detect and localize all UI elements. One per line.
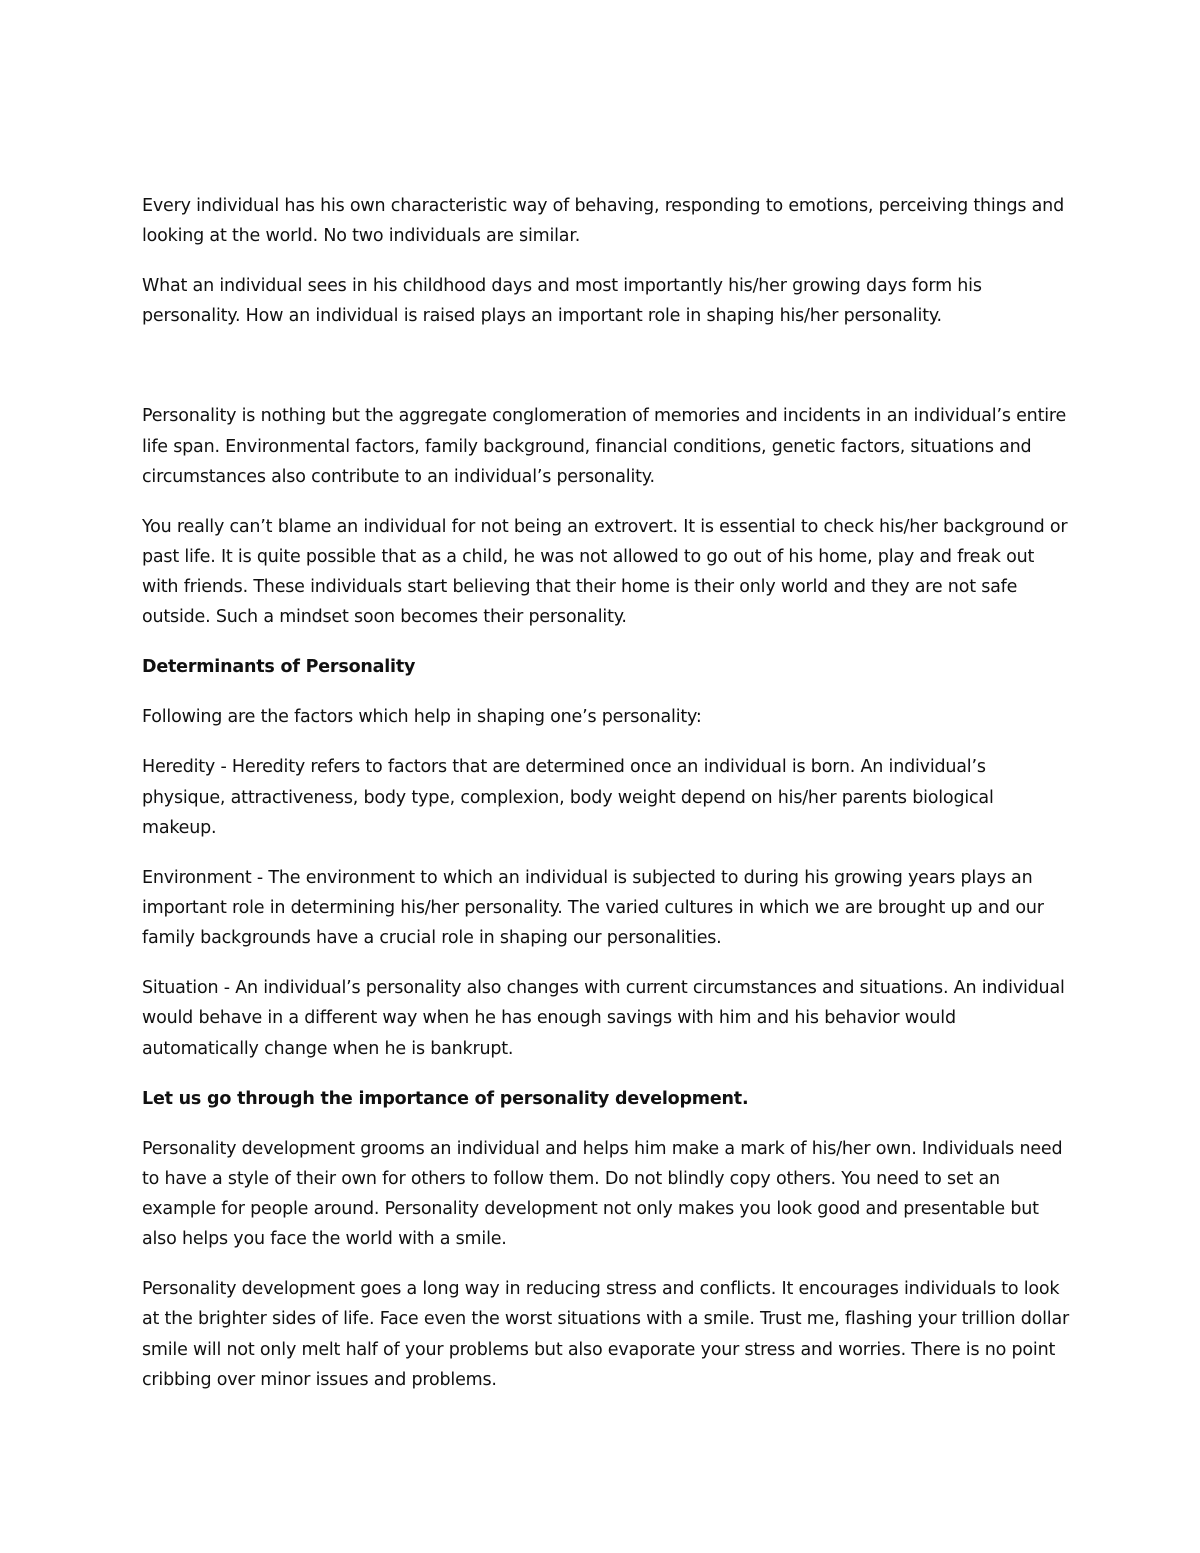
paragraph-stress: Personality development goes a long way in reducing stress and conflicts. It encourages individuals to look at the brighter sides of life. Face even the worst situations with a smile. Trust me, flashing your trillion dollar smile will not only melt half of your problems but also evaporate your stress and worries. There is no point cribbing over minor issues and problems.	[142, 1279, 1069, 1390]
heading-determinants: Determinants of Personality	[142, 657, 416, 678]
document-body	[142, 191, 1072, 1415]
paragraph-extrovert: You really can’t blame an individual for not being an extrovert. It is essential to check his/her background or past life. It is quite possible that as a child, he was not allowed to go out of his home, play and freak out with friends. These individuals start believing that their home is their only world and they are not safe outside. Such a mindset soon becomes their personality.	[142, 516, 1068, 628]
paragraph-intro: Every individual has his own characteristic way of behaving, responding to emotions, perceiving things and looking at the world. No two individuals are similar.	[142, 196, 1064, 247]
paragraph-childhood: What an individual sees in his childhood days and most importantly his/her growing days form his personality. How an individual is raised plays an important role in shaping his/her personality.	[142, 276, 982, 327]
paragraph-definition: Personality is nothing but the aggregate conglomeration of memories and incidents in an individual’s entire life span. Environmental factors, family background, financial conditions, genetic factors, situations and circumstances also contribute to an individual’s personality.	[142, 406, 1067, 487]
paragraph-environment: Environment - The environment to which an individual is subjected to during his growing years plays an important role in determining his/her personality. The varied cultures in which we are brought up and our family backgrounds have a crucial role in shaping our personalities.	[142, 867, 1044, 949]
heading-importance: Let us go through the importance of personality development.	[142, 1088, 749, 1109]
paragraph-heredity: Heredity - Heredity refers to factors that are determined once an individual is born. An individual’s physique, attractiveness, body type, complexion, body weight depend on his/her parents biological makeup.	[142, 757, 994, 838]
paragraph-grooming: Personality development grooms an individual and helps him make a mark of his/her own. Individuals need to have a style of their own for others to follow them. Do not blindly copy others. You need to set an example for people around. Personality development not only makes you look good and presentable but also helps you face the world with a smile.	[142, 1138, 1063, 1250]
paragraph-situation: Situation - An individual’s personality also changes with current circumstances and situations. An individual would behave in a different way when he has enough savings with him and his behavior would automatically change when he is bankrupt.	[142, 978, 1065, 1059]
blank-line	[142, 351, 1072, 401]
paragraph-factors-intro: Following are the factors which help in shaping one’s personality:	[142, 707, 702, 728]
